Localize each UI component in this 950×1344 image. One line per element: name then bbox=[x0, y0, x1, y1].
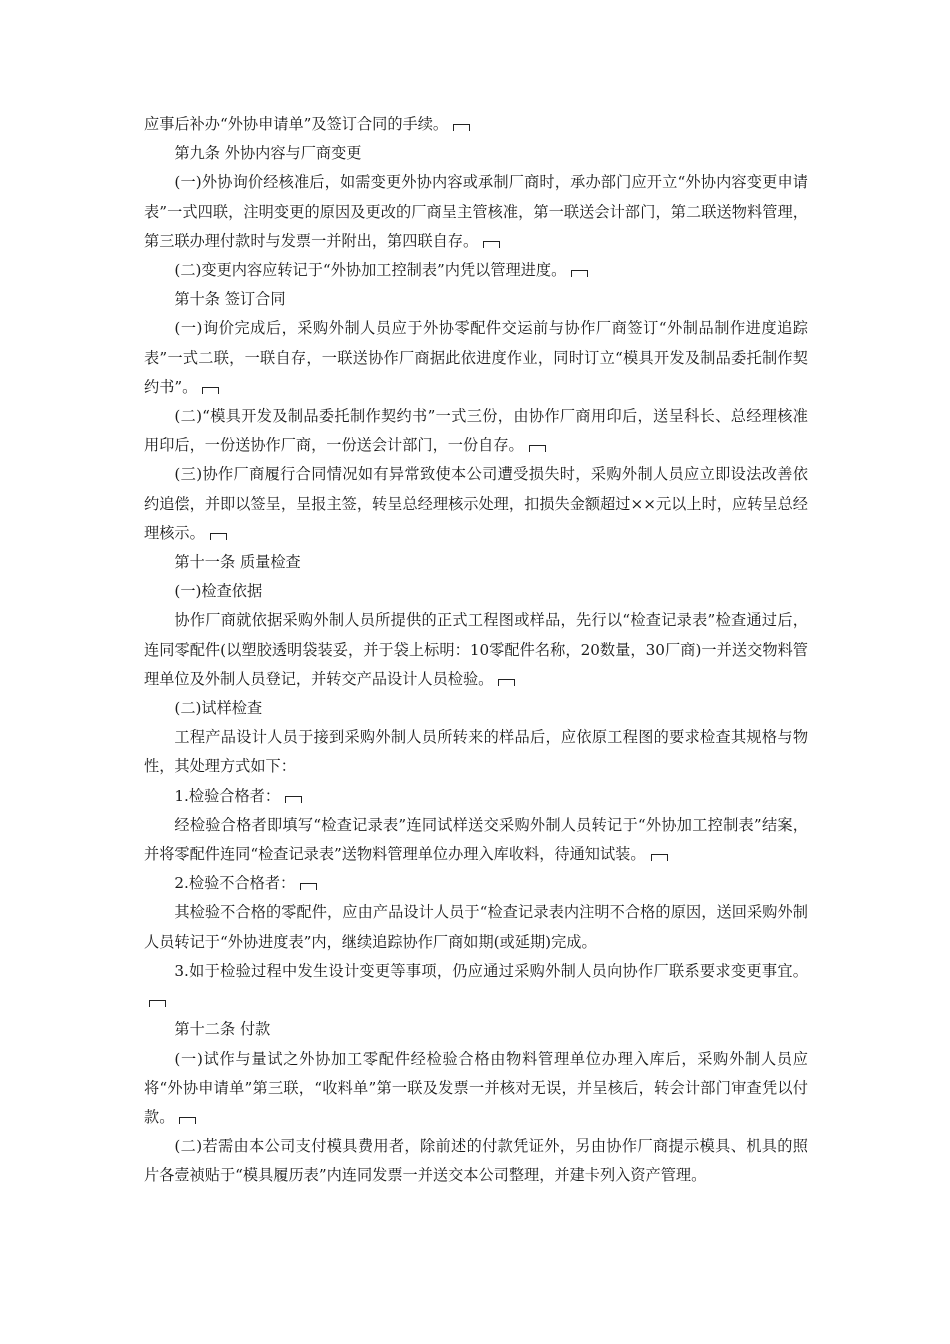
paragraph-mark-icon bbox=[149, 1000, 166, 1007]
list-item bbox=[144, 782, 808, 811]
paragraph-text: 第九条 外协内容与厂商变更 bbox=[174, 144, 362, 163]
paragraph-mark-icon bbox=[210, 533, 227, 540]
paragraph-mark-icon bbox=[453, 124, 470, 131]
paragraph bbox=[144, 314, 808, 402]
paragraph bbox=[144, 1045, 808, 1133]
paragraph-text: (一)试作与量试之外协加工零配件经检验合格由物料管理单位办理入库后，采购外制人员应将“外协申请单”第三联，“收料单”第一联及发票一并核对无误，并呈核后，转会计部门审查凭以付款。 bbox=[144, 1049, 808, 1126]
paragraph bbox=[144, 168, 808, 256]
paragraph bbox=[144, 110, 808, 139]
paragraph bbox=[144, 460, 808, 548]
paragraph-mark-icon bbox=[285, 796, 302, 803]
paragraph-text: 第十二条 付款 bbox=[174, 1020, 271, 1039]
paragraph-text: (三)协作厂商履行合同情况如有异常致使本公司遭受损失时，采购外制人员应立即设法改善依约追偿，并即以签呈，呈报主签，转呈总经理核示处理，扣损失金额超过××元以上时，应转呈总经理核示。 bbox=[144, 465, 808, 542]
paragraph bbox=[144, 898, 808, 956]
paragraph-text: 2.检验不合格者： bbox=[174, 874, 296, 893]
article-heading bbox=[144, 1015, 808, 1044]
paragraph-mark-icon bbox=[202, 387, 219, 394]
paragraph-text: (二)“模具开发及制品委托制作契约书”一式三份，由协作厂商用印后，送呈科长、总经理核准用印后，一份送协作厂商，一份送会计部门，一份自存。 bbox=[144, 407, 808, 455]
paragraph-text: 工程产品设计人员于接到采购外制人员所转来的样品后，应依原工程图的要求检查其规格与物性，其处理方式如下： bbox=[144, 728, 808, 776]
paragraph-text: (一)检查依据 bbox=[174, 582, 263, 601]
list-item bbox=[144, 957, 808, 1015]
article-heading bbox=[144, 548, 808, 577]
paragraph-mark-icon bbox=[483, 241, 500, 248]
paragraph bbox=[144, 256, 808, 285]
paragraph bbox=[144, 606, 808, 694]
paragraph-text: 第十一条 质量检查 bbox=[174, 553, 301, 572]
paragraph-mark-icon bbox=[571, 270, 588, 277]
article-heading bbox=[144, 139, 808, 168]
paragraph-mark-icon bbox=[300, 883, 317, 890]
section-heading bbox=[144, 694, 808, 723]
paragraph-mark-icon bbox=[651, 854, 668, 861]
paragraph-text: (一)询价完成后，采购外制人员应于外协零配件交运前与协作厂商签订“外制品制作进度追踪表”一式二联，一联自存，一联送协作厂商据此依进度作业，同时订立“模具开发及制品委托制作契约书”。 bbox=[144, 319, 808, 396]
paragraph bbox=[144, 811, 808, 869]
paragraph bbox=[144, 723, 808, 781]
document-body bbox=[144, 110, 808, 1191]
paragraph bbox=[144, 1132, 808, 1190]
paragraph-mark-icon bbox=[529, 445, 546, 452]
paragraph-text: 应事后补办“外协申请单”及签订合同的手续。 bbox=[144, 115, 449, 133]
paragraph-text: 3.如于检验过程中发生设计变更等事项，仍应通过采购外制人员向协作厂联系要求变更事宜。 bbox=[174, 961, 808, 980]
paragraph-text: 经检验合格者即填写“检查记录表”连同试样送交采购外制人员转记于“外协加工控制表”结案，并将零配件连同“检查记录表”送物料管理单位办理入库收料，待通知试装。 bbox=[144, 815, 808, 864]
paragraph-text: (二)试样检查 bbox=[174, 699, 263, 718]
paragraph-text: (一)外协询价经核准后，如需变更外协内容或承制厂商时，承办部门应开立“外协内容变更申请表”一式四联，注明变更的原因及更改的厂商呈主管核准，第一联送会计部门，第二联送物料管理，第三联办理付款时与发票一并附出，第四联自存。 bbox=[144, 173, 808, 250]
paragraph-text: 第十条 签订合同 bbox=[174, 290, 286, 309]
paragraph bbox=[144, 402, 808, 460]
paragraph-text: 1.检验合格者： bbox=[174, 786, 281, 805]
paragraph-text: 协作厂商就依据采购外制人员所提供的正式工程图或样品，先行以“检查记录表”检查通过后，连同零配件(以塑胶透明袋装妥，并于袋上标明：10零配件名称，20数量，30厂商)一并送交物料管理单位及外制人员登记，并转交产品设计人员检验。 bbox=[144, 611, 808, 688]
list-item bbox=[144, 869, 808, 898]
paragraph-text: 其检验不合格的零配件，应由产品设计人员于“检查记录表内注明不合格的原因，送回采购外制人员转记于“外协进度表”内，继续追踪协作厂商如期(或延期)完成。 bbox=[144, 903, 808, 951]
article-heading bbox=[144, 285, 808, 314]
paragraph-text: (二)变更内容应转记于“外协加工控制表”内凭以管理进度。 bbox=[174, 261, 567, 280]
paragraph-mark-icon bbox=[179, 1117, 196, 1124]
paragraph-mark-icon bbox=[498, 679, 515, 686]
section-heading bbox=[144, 577, 808, 606]
paragraph-text: (二)若需由本公司支付模具费用者，除前述的付款凭证外，另由协作厂商提示模具、机具的照片各壹祯贴于“模具履历表”内连同发票一并送交本公司整理，并建卡列入资产管理。 bbox=[144, 1137, 808, 1185]
